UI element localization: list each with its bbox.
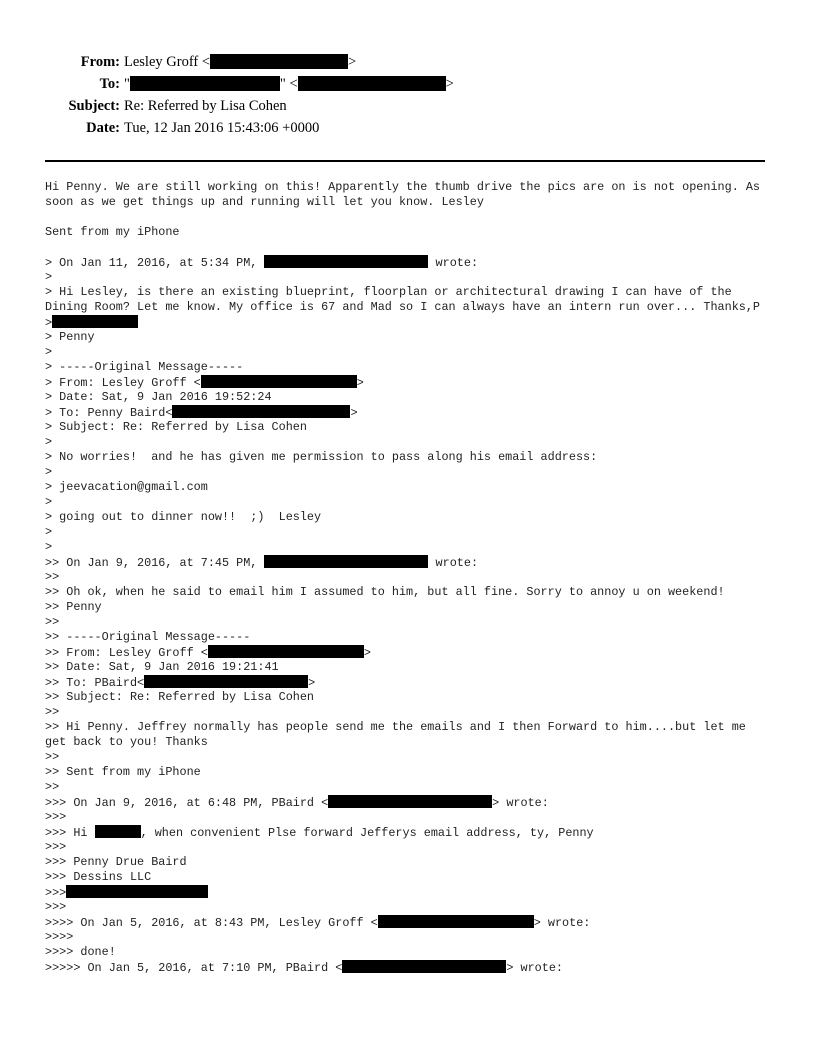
subject-label: Subject: bbox=[68, 98, 120, 114]
quote-line: >> Hi Penny. Jeffrey normally has people send me the emails and I then Forward to him....but let me get back to you! Thanks bbox=[45, 720, 746, 749]
quote-line bbox=[45, 255, 773, 270]
quote-on: >>>>> On Jan 5, 2016, at 7:10 PM, PBaird < bbox=[45, 961, 343, 975]
redaction-block bbox=[264, 555, 428, 568]
quote-line: > bbox=[45, 435, 53, 449]
quote-line: > jeevacation@gmail.com bbox=[45, 480, 208, 494]
quote-line bbox=[45, 645, 773, 660]
quote-line: >> Oh ok, when he said to email him I assumed to him, but all fine. Sorry to annoy u on weekend! bbox=[45, 585, 725, 599]
to-row bbox=[0, 76, 816, 96]
redaction-block bbox=[208, 645, 364, 658]
quote-close: > bbox=[308, 676, 316, 690]
quote-line bbox=[45, 795, 773, 810]
to-label: To: bbox=[99, 76, 120, 92]
redaction-block bbox=[201, 375, 357, 388]
to-value bbox=[124, 76, 454, 93]
quote-line: > bbox=[45, 540, 53, 554]
redaction-block bbox=[130, 76, 280, 91]
quote-line: >> Date: Sat, 9 Jan 2016 19:21:41 bbox=[45, 660, 279, 674]
redaction-block bbox=[95, 825, 141, 838]
to-close: > bbox=[445, 76, 454, 92]
body-line: Hi Penny. We are still working on this! Apparently the thumb drive the pics are on is not opening. As soon as we get things up and running will let you know. Lesley bbox=[45, 180, 761, 209]
to-open: " bbox=[124, 76, 130, 92]
quote-line bbox=[45, 915, 773, 930]
quote-line: >>> Penny Drue Baird bbox=[45, 855, 187, 869]
date-row bbox=[0, 120, 816, 140]
quote-wrote: > wrote: bbox=[506, 961, 563, 975]
quote-line: > Subject: Re: Referred by Lisa Cohen bbox=[45, 420, 307, 434]
header-divider bbox=[45, 160, 765, 162]
quote-line: >> bbox=[45, 780, 60, 794]
quote-line: >> bbox=[45, 750, 60, 764]
quote-line: > Date: Sat, 9 Jan 2016 19:52:24 bbox=[45, 390, 272, 404]
redaction-block bbox=[210, 54, 348, 69]
from-row bbox=[0, 54, 816, 74]
blank-line bbox=[45, 240, 773, 255]
quote-line: > bbox=[45, 345, 53, 359]
quote-line: >> bbox=[45, 705, 60, 719]
quote-line: > bbox=[45, 465, 53, 479]
quote-marker: > bbox=[45, 316, 53, 330]
quote-close: > bbox=[363, 646, 371, 660]
from-close: > bbox=[348, 54, 357, 70]
redaction-block bbox=[66, 885, 208, 898]
quote-line bbox=[45, 675, 773, 690]
quote-wrote: wrote: bbox=[428, 556, 479, 570]
quote-line bbox=[45, 885, 773, 900]
quote-line: >>> bbox=[45, 810, 67, 824]
redaction-block bbox=[172, 405, 350, 418]
quote-line: >>>> done! bbox=[45, 945, 116, 959]
quote-line: >>> bbox=[45, 840, 67, 854]
redaction-block bbox=[328, 795, 492, 808]
quote-line: >> bbox=[45, 615, 60, 629]
from-label: From: bbox=[80, 54, 120, 70]
body-line: Sent from my iPhone bbox=[45, 225, 180, 239]
quote-line: > No worries! and he has given me permission to pass along his email address: bbox=[45, 450, 598, 464]
quote-to: >> To: PBaird< bbox=[45, 676, 145, 690]
quote-on: >>> On Jan 9, 2016, at 6:48 PM, PBaird < bbox=[45, 796, 329, 810]
blank-line bbox=[45, 210, 773, 225]
quote-line: > bbox=[45, 270, 53, 284]
quote-wrote: > wrote: bbox=[533, 916, 591, 930]
date-label: Date: bbox=[86, 120, 120, 136]
quote-hi-rest: , when convenient Plse forward Jefferys email address, ty, Penny bbox=[140, 826, 594, 840]
quote-hi: >>> Hi bbox=[45, 826, 95, 840]
email-body bbox=[45, 180, 773, 975]
redaction-block bbox=[342, 960, 506, 973]
quote-line: > bbox=[45, 525, 53, 539]
quote-line: >>>> bbox=[45, 930, 74, 944]
quote-from: > From: Lesley Groff < bbox=[45, 376, 201, 390]
redaction-block bbox=[298, 76, 446, 91]
quote-line: >> -----Original Message----- bbox=[45, 630, 251, 644]
quote-marker: >>> bbox=[45, 886, 67, 900]
quote-line: >> Penny bbox=[45, 600, 102, 614]
redaction-block bbox=[144, 675, 308, 688]
quote-line bbox=[45, 555, 773, 570]
quote-on: >>>> On Jan 5, 2016, at 8:43 PM, Lesley Groff < bbox=[45, 916, 378, 930]
from-value bbox=[124, 54, 356, 71]
quote-wrote: wrote: bbox=[428, 256, 479, 270]
quote-close: > bbox=[356, 376, 364, 390]
from-name: Lesley Groff < bbox=[124, 54, 211, 70]
quote-close: > bbox=[350, 406, 358, 420]
date-value: Tue, 12 Jan 2016 15:43:06 +0000 bbox=[124, 120, 320, 136]
quote-line bbox=[45, 960, 773, 975]
quote-line: >> bbox=[45, 570, 60, 584]
quote-line: >> Subject: Re: Referred by Lisa Cohen bbox=[45, 690, 315, 704]
quote-line: >>> bbox=[45, 900, 67, 914]
quote-line bbox=[45, 825, 773, 840]
quote-line: > Penny bbox=[45, 330, 95, 344]
quote-line bbox=[45, 375, 773, 390]
quote-line: >> Sent from my iPhone bbox=[45, 765, 201, 779]
subject-row bbox=[0, 98, 816, 118]
quote-line bbox=[45, 405, 773, 420]
redaction-block bbox=[52, 315, 138, 328]
quote-line: > going out to dinner now!! ;) Lesley bbox=[45, 510, 322, 524]
to-mid: " < bbox=[279, 76, 298, 92]
quote-wrote: > wrote: bbox=[492, 796, 549, 810]
quote-to: > To: Penny Baird< bbox=[45, 406, 173, 420]
quote-on: >> On Jan 9, 2016, at 7:45 PM, bbox=[45, 556, 265, 570]
redaction-block bbox=[264, 255, 428, 268]
quote-line: >>> Dessins LLC bbox=[45, 870, 152, 884]
quote-line: > -----Original Message----- bbox=[45, 360, 244, 374]
quote-line: > Hi Lesley, is there an existing blueprint, floorplan or architectural drawing I can have of the Dining Room? Let me know. My office is 67 and Mad so I can always have an intern run over... Thanks,P bbox=[45, 285, 761, 314]
quote-on: > On Jan 11, 2016, at 5:34 PM, bbox=[45, 256, 265, 270]
quote-line bbox=[45, 315, 773, 330]
quote-line: > bbox=[45, 495, 53, 509]
subject-value: Re: Referred by Lisa Cohen bbox=[124, 98, 287, 114]
quote-from: >> From: Lesley Groff < bbox=[45, 646, 208, 660]
redaction-block bbox=[378, 915, 534, 928]
